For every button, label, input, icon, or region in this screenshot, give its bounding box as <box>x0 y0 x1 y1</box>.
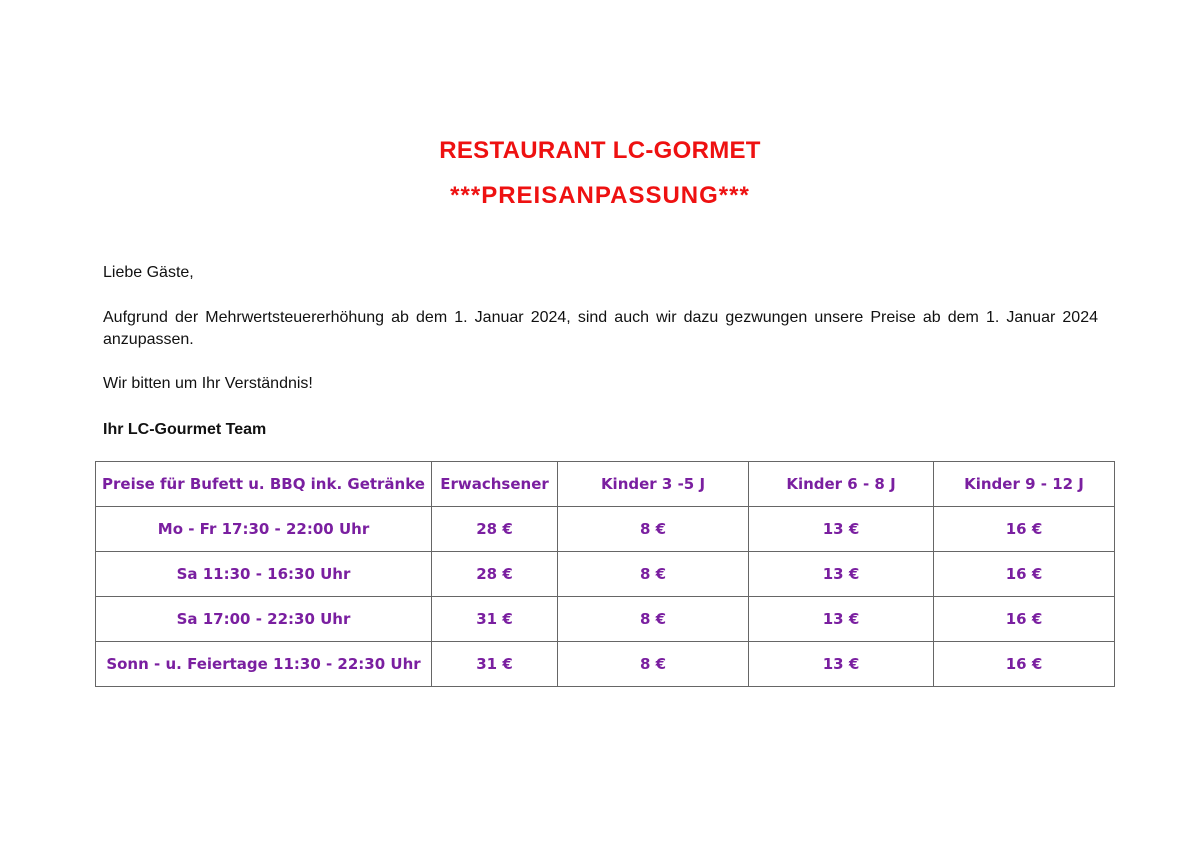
header-cell-kids-6-8: Kinder 6 - 8 J <box>749 462 934 507</box>
price-table <box>95 461 1115 687</box>
price-cell: 16 € <box>934 507 1115 552</box>
price-cell: 16 € <box>934 642 1115 687</box>
greeting: Liebe Gäste, <box>103 264 194 281</box>
header-cell-category: Preise für Bufett u. BBQ ink. Getränke <box>96 462 432 507</box>
table-header-row <box>96 462 1115 507</box>
price-cell: 8 € <box>558 552 749 597</box>
price-cell: 13 € <box>749 552 934 597</box>
time-slot-cell: Sonn - u. Feiertage 11:30 - 22:30 Uhr <box>96 642 432 687</box>
header-cell-adult: Erwachsener <box>432 462 558 507</box>
time-slot-cell: Sa 11:30 - 16:30 Uhr <box>96 552 432 597</box>
table-row <box>96 642 1115 687</box>
understanding-request: Wir bitten um Ihr Verständnis! <box>103 375 313 392</box>
signature: Ihr LC-Gourmet Team <box>103 421 267 438</box>
price-adjustment-heading: ***PREISANPASSUNG*** <box>450 182 750 209</box>
table-row <box>96 597 1115 642</box>
price-cell: 16 € <box>934 597 1115 642</box>
table-row <box>96 552 1115 597</box>
price-cell: 8 € <box>558 597 749 642</box>
price-cell: 31 € <box>432 597 558 642</box>
price-cell: 28 € <box>432 507 558 552</box>
header-cell-kids-9-12: Kinder 9 - 12 J <box>934 462 1115 507</box>
announcement-text: Aufgrund der Mehrwertsteuererhöhung ab dem 1. Januar 2024, sind auch wir dazu gezwungen unsere Preise ab dem 1. Januar 2024 anzupassen. <box>103 309 1098 348</box>
time-slot-cell: Mo - Fr 17:30 - 22:00 Uhr <box>96 507 432 552</box>
restaurant-title: RESTAURANT LC-GORMET <box>439 137 761 164</box>
price-cell: 13 € <box>749 507 934 552</box>
price-cell: 8 € <box>558 642 749 687</box>
price-cell: 13 € <box>749 642 934 687</box>
table-row <box>96 507 1115 552</box>
price-cell: 31 € <box>432 642 558 687</box>
price-cell: 13 € <box>749 597 934 642</box>
price-cell: 16 € <box>934 552 1115 597</box>
price-cell: 8 € <box>558 507 749 552</box>
time-slot-cell: Sa 17:00 - 22:30 Uhr <box>96 597 432 642</box>
price-cell: 28 € <box>432 552 558 597</box>
header-cell-kids-3-5: Kinder 3 -5 J <box>558 462 749 507</box>
